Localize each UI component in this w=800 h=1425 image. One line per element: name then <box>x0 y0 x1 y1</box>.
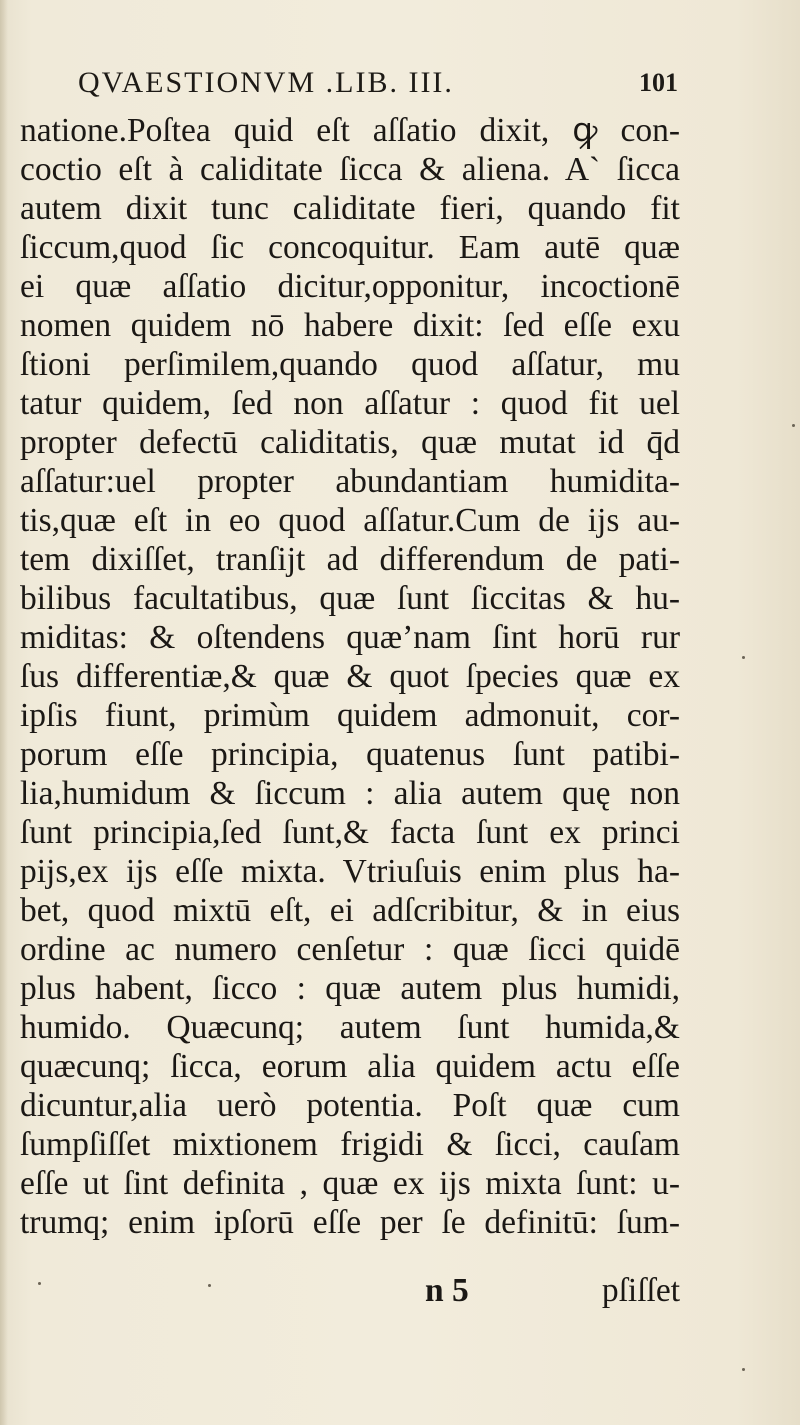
text-line: humido. Quæcunq; autem ſunt humida,& <box>20 1009 680 1046</box>
paper-speck <box>208 1284 211 1287</box>
text-line: bet, quod mixtū eſt, ei adſcribitur, & in eius <box>20 892 680 929</box>
paper-speck <box>742 1368 745 1371</box>
text-line: ſus differentiæ,& quæ & quot ſpecies quæ ex <box>20 658 680 695</box>
text-line: ordine ac numero cenſetur : quæ ſicci quidē <box>20 931 680 968</box>
text-line: autem dixit tunc caliditate fieri, quando fit <box>20 190 680 227</box>
text-line: pijs,ex ijs eſſe mixta. Vtriuſuis enim plus ha- <box>20 853 680 890</box>
page-gutter-shadow <box>0 0 8 1425</box>
text-line: nomen quidem nō habere dixit: ſed eſſe exu <box>20 307 680 344</box>
text-line: miditas: & oſtendens quæ’nam ſint horū rur <box>20 619 680 656</box>
catchword: pſiſſet <box>601 1272 680 1309</box>
text-line: lia,humidum & ſiccum : alia autem quę non <box>20 775 680 812</box>
text-line: plus habent, ſicco : quæ autem plus humidi, <box>20 970 680 1007</box>
text-line: ſumpſiſſet mixtionem frigidi & ſicci, cauſam <box>20 1126 680 1163</box>
text-line: tis,quæ eſt in eo quod aſſatur.Cum de ijs au- <box>20 502 680 539</box>
text-line: ſunt principia,ſed ſunt,& facta ſunt ex princi <box>20 814 680 851</box>
signature-mark: n 5 <box>425 1272 469 1309</box>
text-line: ei quæ aſſatio dicitur,opponitur, incoctionē <box>20 268 680 305</box>
text-line: eſſe ut ſint definita , quæ ex ijs mixta ſunt: u- <box>20 1165 680 1202</box>
text-line: ipſis fiunt, primùm quidem admonuit, cor- <box>20 697 680 734</box>
text-line: tatur quidem, ſed non aſſatur : quod fit uel <box>20 385 680 422</box>
paper-speck <box>38 1282 41 1285</box>
running-head-title: QVAESTIONVM .LIB. III. <box>78 66 454 99</box>
paper-speck <box>742 656 745 659</box>
text-line: coctio eſt à caliditate ſicca & aliena. A` ſicca <box>20 151 680 188</box>
text-line: tem dixiſſet, tranſijt ad differendum de pati- <box>20 541 680 578</box>
text-line: quæcunq; ſicca, eorum alia quidem actu eſſe <box>20 1048 680 1085</box>
text-line: propter defectū caliditatis, quæ mutat id q̄d <box>20 424 680 461</box>
folio-number: 101 <box>639 68 678 97</box>
text-line: bilibus facultatibus, quæ ſunt ſiccitas & hu- <box>20 580 680 617</box>
text-line: ſiccum,quod ſic concoquitur. Eam autē quæ <box>20 229 680 266</box>
paper-speck <box>792 424 795 427</box>
text-line: ſtioni perſimilem,quando quod aſſatur, mu <box>20 346 680 383</box>
text-line: trumq; enim ipſorū eſſe per ſe definitū: ſum- <box>20 1204 680 1241</box>
text-line: natione.Poſtea quid eſt aſſatio dixit, ꝙ con- <box>20 112 680 149</box>
running-head <box>78 66 678 106</box>
page-footer <box>20 1272 680 1312</box>
text-line: aſſatur:uel propter abundantiam humidita- <box>20 463 680 500</box>
body-text <box>20 111 680 1242</box>
text-line: dicuntur,alia uerò potentia. Poſt quæ cum <box>20 1087 680 1124</box>
text-line: porum eſſe principia, quatenus ſunt patibi- <box>20 736 680 773</box>
